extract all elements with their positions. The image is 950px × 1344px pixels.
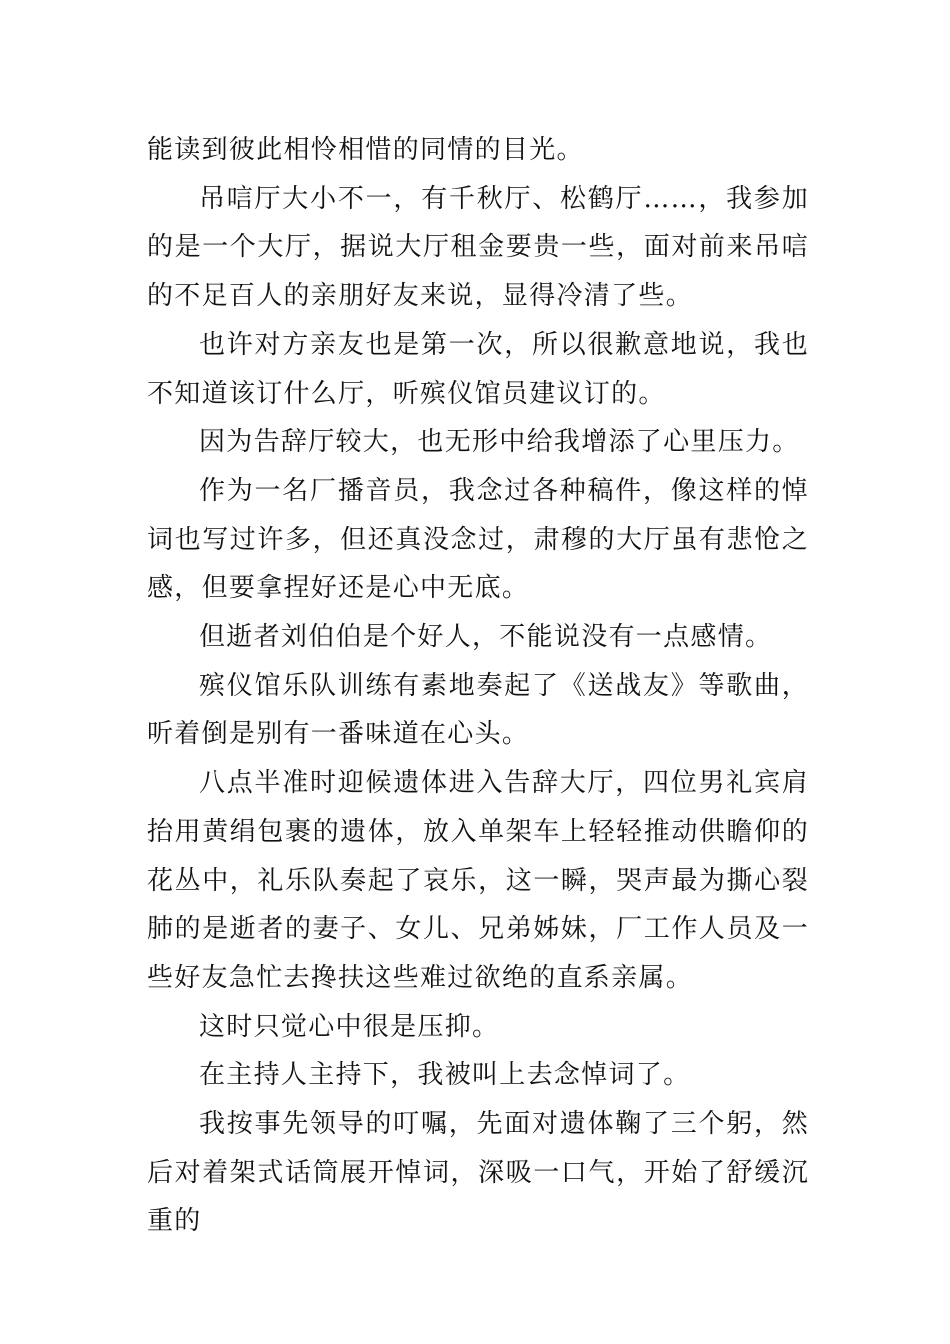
paragraph: 但逝者刘伯伯是个好人，不能说没有一点感情。: [199, 622, 773, 653]
paragraph: 也许对方亲友也是第一次，所以很歉意地说，我也不知道该订什么厅，听殡仪馆员建议订的。: [147, 329, 809, 409]
document-body: [147, 126, 809, 1246]
paragraph: 我按事先领导的叮嘱，先面对遗体鞠了三个躬，然后对着架式话筒展开悼词，深吸一口气，开始了舒缓沉重的: [147, 1109, 809, 1237]
paragraph: 作为一名厂播音员，我念过各种稿件，像这样的悼词也写过许多，但还真没念过，肃穆的大厅虽有悲怆之感，但要拿捏好还是心中无底。: [147, 475, 809, 604]
paragraph: 这时只觉心中很是压抑。: [199, 1011, 500, 1042]
paragraph: 因为告辞厅较大，也无形中给我增添了心里压力。: [199, 427, 800, 458]
paragraph: 能读到彼此相怜相惜的同情的目光。: [147, 135, 584, 165]
paragraph: 吊唁厅大小不一，有千秋厅、松鹤厅……，我参加的是一个大厅，据说大厅租金要贵一些，面对前来吊唁的不足百人的亲朋好友来说，显得冷清了些。: [147, 183, 809, 312]
paragraph: 殡仪馆乐队训练有素地奏起了《送战友》等歌曲，听着倒是别有一番味道在心头。: [147, 670, 809, 750]
paragraph: 八点半准时迎候遗体进入告辞大厅，四位男礼宾肩抬用黄绢包裹的遗体，放入单架车上轻轻推动供瞻仰的花丛中，礼乐队奏起了哀乐，这一瞬，哭声最为撕心裂肺的是逝者的妻子、女儿、兄弟姊妹，厂工作人员及一些好友急忙去搀扶这些难过欲绝的直系亲属。: [147, 768, 809, 993]
paragraph: 在主持人主持下，我被叫上去念悼词了。: [199, 1060, 691, 1091]
